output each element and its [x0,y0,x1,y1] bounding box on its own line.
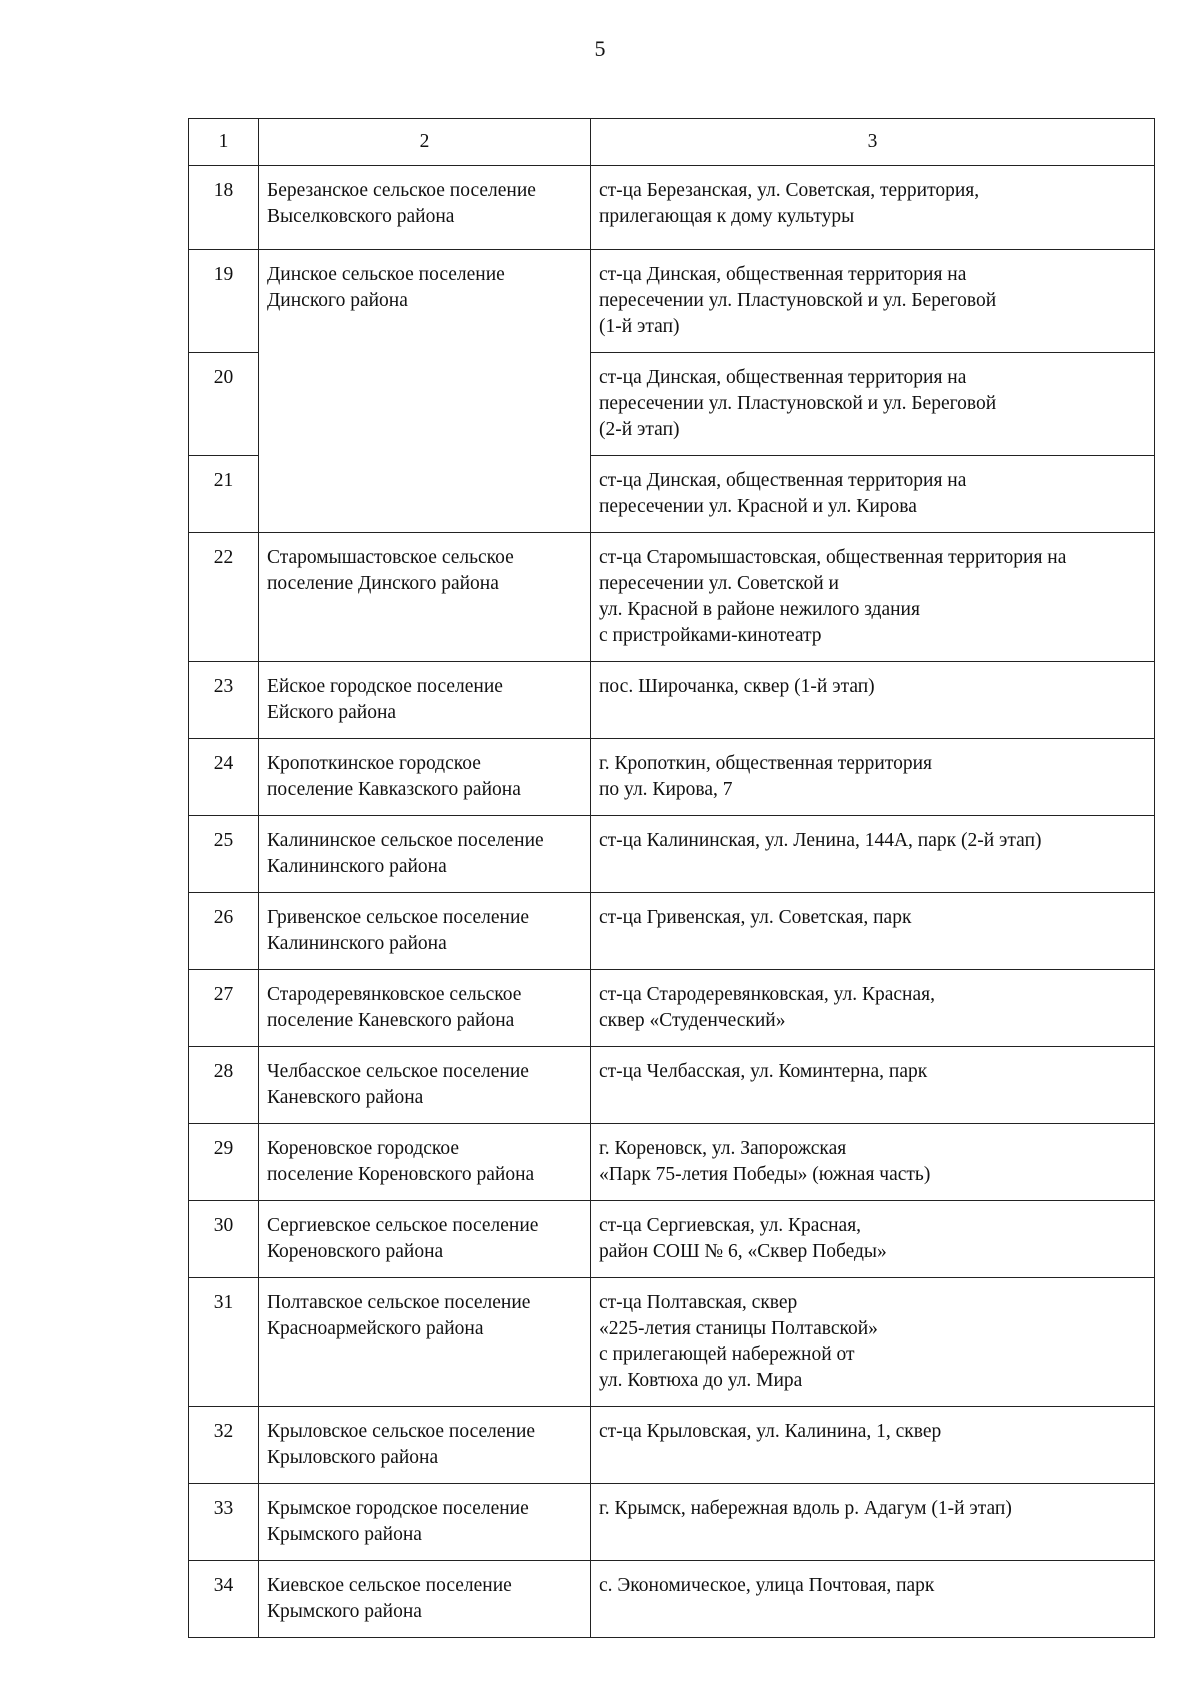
row-number: 28 [189,1047,259,1124]
location-description: ст-ца Березанская, ул. Советская, территория, прилегающая к дому культуры [591,166,1155,250]
row-number: 21 [189,456,259,533]
column-header-3: 3 [591,119,1155,166]
location-description: ст-ца Динская, общественная территория на пересечении ул. Пластуновской и ул. Береговой (2-й этап) [591,353,1155,456]
table-row [189,1201,1155,1278]
settlement-name: Березанское сельское поселение Выселковского района [259,166,591,250]
settlement-name: Динское сельское поселение Динского района [259,250,591,533]
table-row [189,970,1155,1047]
table-row [189,533,1155,662]
table-row [189,662,1155,739]
location-description: г. Крымск, набережная вдоль р. Адагум (1-й этап) [591,1484,1155,1561]
settlement-name: Кореновское городское поселение Кореновского района [259,1124,591,1201]
settlement-name: Сергиевское сельское поселение Кореновского района [259,1201,591,1278]
location-description: с. Экономическое, улица Почтовая, парк [591,1561,1155,1638]
location-description: пос. Широчанка, сквер (1-й этап) [591,662,1155,739]
location-description: ст-ца Полтавская, сквер «225-летия станицы Полтавской» с прилегающей набережной от ул. Ковтюха до ул. Мира [591,1278,1155,1407]
settlement-name: Полтавское сельское поселение Красноармейского района [259,1278,591,1407]
settlement-name: Крымское городское поселение Крымского района [259,1484,591,1561]
location-description: г. Кореновск, ул. Запорожская «Парк 75-летия Победы» (южная часть) [591,1124,1155,1201]
row-number: 23 [189,662,259,739]
table-row [189,739,1155,816]
row-number: 20 [189,353,259,456]
location-description: ст-ца Крыловская, ул. Калинина, 1, сквер [591,1407,1155,1484]
page-number: 5 [594,36,606,61]
settlement-name: Калининское сельское поселение Калининского района [259,816,591,893]
settlement-name: Гривенское сельское поселение Калининского района [259,893,591,970]
location-description: ст-ца Стародеревянковская, ул. Красная, сквер «Студенческий» [591,970,1155,1047]
settlement-name: Ейское городское поселение Ейского района [259,662,591,739]
settlement-name: Стародеревянковское сельское поселение Каневского района [259,970,591,1047]
row-number: 19 [189,250,259,353]
column-header-1: 1 [189,119,259,166]
row-number: 33 [189,1484,259,1561]
location-description: ст-ца Калининская, ул. Ленина, 144А, парк (2-й этап) [591,816,1155,893]
row-number: 25 [189,816,259,893]
row-number: 24 [189,739,259,816]
location-description: ст-ца Динская, общественная территория на пересечении ул. Пластуновской и ул. Береговой (1-й этап) [591,250,1155,353]
settlements-table [188,118,1155,1638]
table-row [189,166,1155,250]
table-row [189,1278,1155,1407]
row-number: 31 [189,1278,259,1407]
location-description: ст-ца Гривенская, ул. Советская, парк [591,893,1155,970]
location-description: ст-ца Сергиевская, ул. Красная, район СОШ № 6, «Сквер Победы» [591,1201,1155,1278]
row-number: 27 [189,970,259,1047]
row-number: 34 [189,1561,259,1638]
settlement-name: Старомышастовское сельское поселение Динского района [259,533,591,662]
table-row [189,893,1155,970]
row-number: 29 [189,1124,259,1201]
location-description: ст-ца Старомышастовская, общественная территория на пересечении ул. Советской и ул. Красной в районе нежилого здания с пристройками-кинотеатр [591,533,1155,662]
row-number: 18 [189,166,259,250]
row-number: 32 [189,1407,259,1484]
table-row [189,1561,1155,1638]
row-number: 30 [189,1201,259,1278]
table-row [189,1047,1155,1124]
table-row [189,1484,1155,1561]
settlement-name: Челбасское сельское поселение Каневского района [259,1047,591,1124]
settlement-name: Крыловское сельское поселение Крыловского района [259,1407,591,1484]
settlement-name: Киевское сельское поселение Крымского района [259,1561,591,1638]
settlement-name: Кропоткинское городское поселение Кавказского района [259,739,591,816]
table-row [189,816,1155,893]
table-header-row [189,119,1155,166]
location-description: ст-ца Динская, общественная территория на пересечении ул. Красной и ул. Кирова [591,456,1155,533]
row-number: 26 [189,893,259,970]
row-number: 22 [189,533,259,662]
table-row [189,1407,1155,1484]
table-row [189,1124,1155,1201]
table-row [189,250,1155,353]
column-header-2: 2 [259,119,591,166]
location-description: ст-ца Челбасская, ул. Коминтерна, парк [591,1047,1155,1124]
location-description: г. Кропоткин, общественная территория по ул. Кирова, 7 [591,739,1155,816]
